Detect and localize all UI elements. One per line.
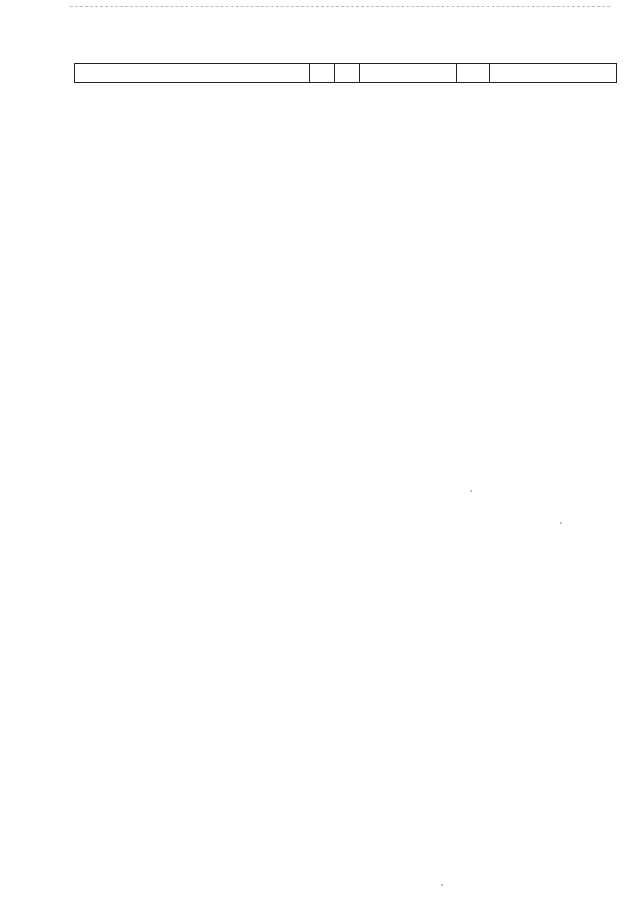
page-top-edge [70, 6, 610, 7]
column-header-row [75, 64, 617, 83]
column-header-6 [490, 64, 617, 83]
column-header-5 [457, 64, 490, 83]
scan-speck [441, 884, 443, 886]
scan-speck [560, 522, 562, 524]
column-header-4 [360, 64, 457, 83]
column-header-2 [310, 64, 335, 83]
column-header-1 [75, 64, 310, 83]
column-header-3 [335, 64, 360, 83]
column-header-table [74, 63, 617, 83]
scan-speck [470, 490, 472, 492]
